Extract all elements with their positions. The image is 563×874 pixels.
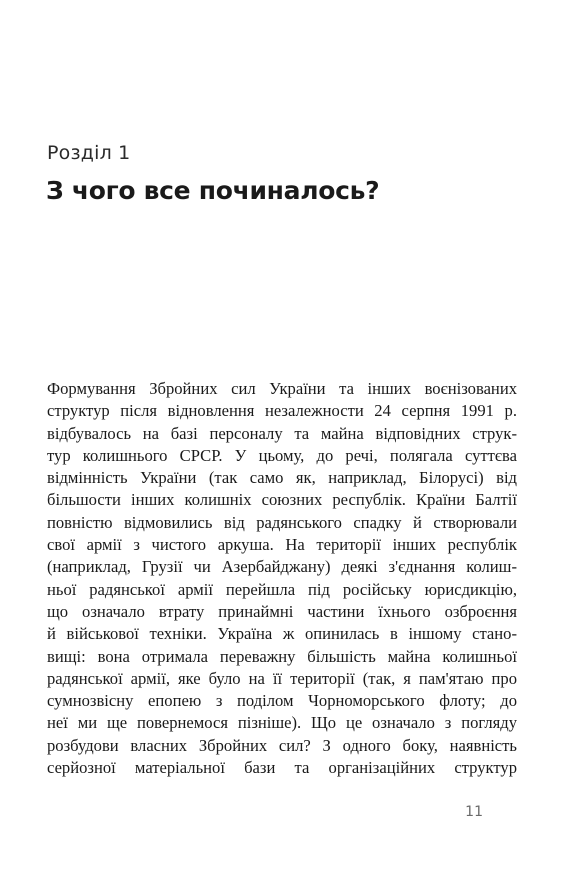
paragraph-line: радянської армії, яке було на її території (так, я пам'ятаю про bbox=[47, 668, 517, 688]
paragraph-line: більшости інших колишніх союзних республік. Країни Балтії bbox=[47, 490, 517, 510]
paragraph-line: що означало втрату принаймні частини їхнього озброєння bbox=[47, 601, 517, 621]
paragraph-line: Формування Збройних сил України та інших воєнізованих bbox=[47, 379, 517, 398]
body-paragraph bbox=[47, 378, 517, 779]
paragraph-line: й військової техніки. Україна ж опинилась в іншому стано- bbox=[47, 624, 517, 644]
paragraph-line: неї ми ще повернемося пізніше). Що це означало з погляду bbox=[47, 713, 517, 733]
paragraph-line: тур колишнього СРСР. У цьому, до речі, полягала суттєва bbox=[47, 445, 517, 465]
page-number: 11 bbox=[465, 804, 483, 820]
paragraph-line: свої армії з чистого аркуша. На території інших республік bbox=[47, 535, 517, 555]
chapter-label: Розділ 1 bbox=[47, 142, 131, 164]
paragraph-line: розбудови власних Збройних сил? З одного боку, наявність bbox=[47, 735, 517, 755]
paragraph-line: відмінність України (так само як, наприклад, Білорусі) від bbox=[47, 468, 517, 488]
paragraph-line: ньої радянської армії перейшла під російську юрисдикцію, bbox=[47, 579, 517, 599]
paragraph-line: відбувалось на базі персоналу та майна відповідних струк- bbox=[47, 423, 517, 443]
paragraph-line: структур після відновлення незалежности 24 серпня 1991 р. bbox=[47, 401, 517, 421]
paragraph-line: серйозної матеріальної бази та організаційних структур bbox=[47, 758, 517, 778]
chapter-title: З чого все починалось? bbox=[46, 176, 380, 205]
paragraph-line: сумнозвісну епопею з поділом Чорноморського флоту; до bbox=[47, 691, 517, 711]
paragraph-line: (наприклад, Грузії чи Азербайджану) деякі з'єднання колиш- bbox=[47, 557, 517, 577]
paragraph-line: повністю відмовились від радянського спадку й створювали bbox=[47, 512, 517, 532]
paragraph-line: вищі: вона отримала переважну більшість майна колишньої bbox=[47, 646, 517, 666]
